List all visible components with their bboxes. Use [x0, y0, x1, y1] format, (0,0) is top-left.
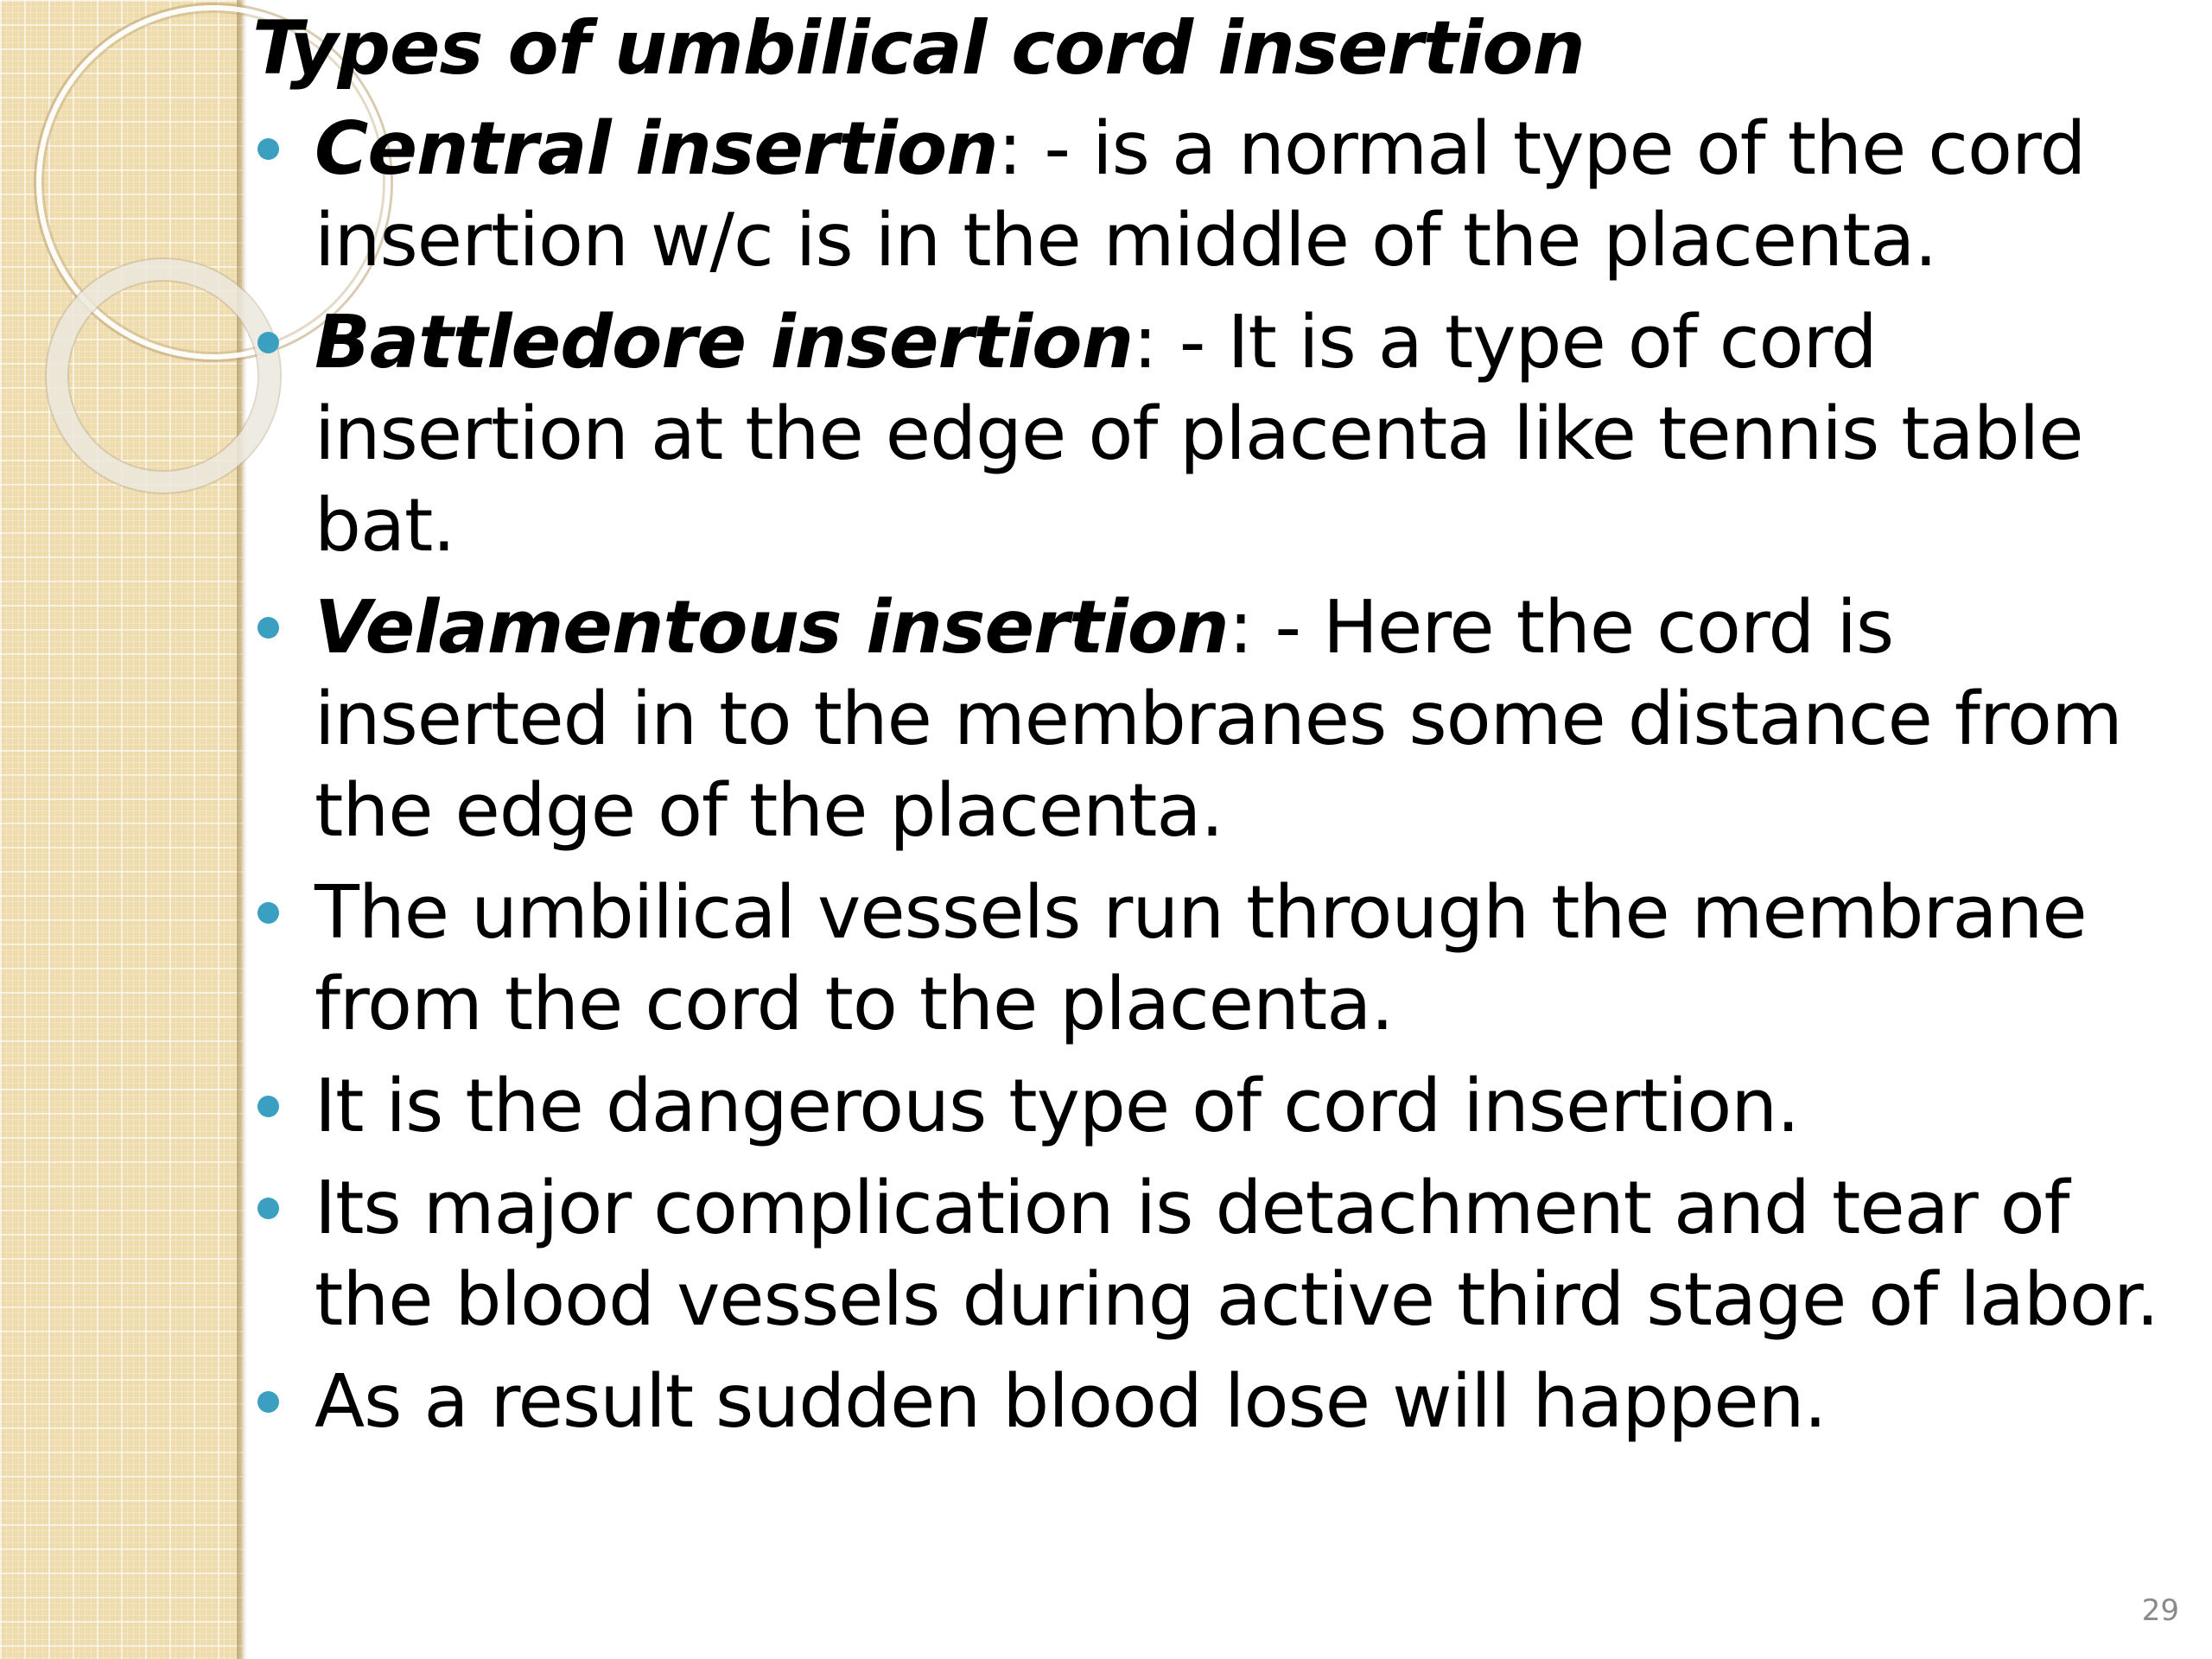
decorative-ring-small [47, 259, 280, 493]
bullet-item-central [256, 104, 2188, 287]
bullet-dot-icon [257, 1096, 279, 1117]
bullet-list [256, 104, 2188, 1459]
bullet-text: As a result sudden blood lose will happen. [315, 1359, 1827, 1445]
bullet-text: : - It is a type of cord insertion at the edge of placenta like tennis table bat. [315, 300, 2083, 569]
bullet-item-battledore [256, 297, 2188, 572]
bullet-term: Central insertion [315, 106, 998, 192]
bullet-text: It is the dangerous type of cord insertion. [315, 1064, 1800, 1149]
bullet-text: The umbilical vessels run through the membrane from the cord to the placenta. [315, 870, 2087, 1047]
bullet-item-complication [256, 1163, 2188, 1346]
bullet-dot-icon [257, 902, 279, 924]
bullet-dot-icon [257, 1198, 279, 1219]
bullet-term: Battledore insertion [315, 300, 1134, 385]
bullet-dot-icon [257, 1391, 279, 1413]
bullet-item-result [256, 1357, 2188, 1448]
bullet-text: Its major complication is detachment and tear of the blood vessels during active third stage of labor. [315, 1166, 2159, 1343]
bullet-text: : - is a normal type of the cord insertion w/c is in the middle of the placenta. [315, 106, 2086, 283]
page-number: 29 [2141, 1593, 2179, 1628]
bullet-item-velamentous [256, 582, 2188, 857]
bullet-text: : - Here the cord is inserted in to the membranes some distance from the edge of the placenta. [315, 585, 2122, 854]
bullet-item-vessels [256, 868, 2188, 1051]
bullet-item-dangerous [256, 1061, 2188, 1153]
bullet-term: Velamentous insertion [315, 585, 1229, 671]
bullet-dot-icon [257, 332, 279, 353]
slide-title: Types of umbilical cord insertion [252, 5, 1585, 92]
bullet-dot-icon [257, 617, 279, 639]
bullet-dot-icon [257, 138, 279, 160]
